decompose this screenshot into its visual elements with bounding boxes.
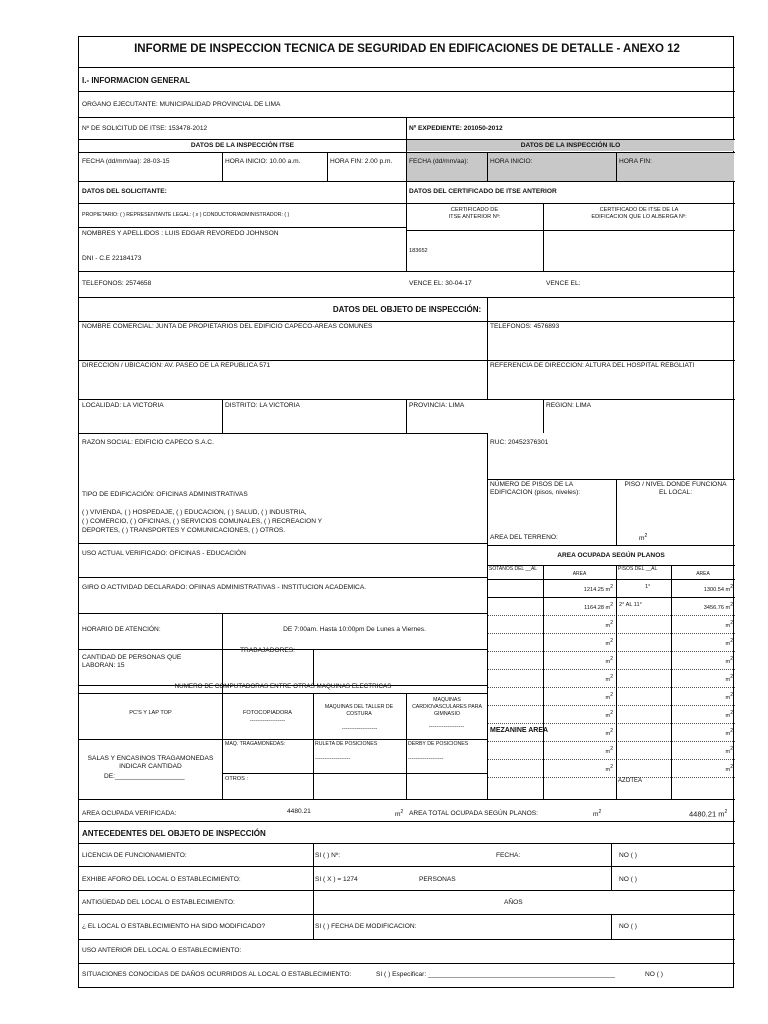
rule	[487, 651, 735, 652]
situaciones-no: NO ( )	[645, 971, 663, 978]
planos-piso-area-cell: 1300.54 $m^2$	[703, 584, 733, 593]
ruleta-dashes: -------------------	[315, 756, 351, 762]
unit-m: m	[605, 730, 611, 737]
area-verificada-label: AREA OCUPADA VERIFICADA:	[82, 810, 177, 817]
planos-sotano-area-cell: $m^2$	[605, 728, 613, 737]
cert-itse-label-2: ITSE ANTERIOR Nº:	[448, 214, 501, 220]
unit-m: m	[639, 535, 645, 543]
uso-actual: USO ACTUAL VERIFICADO: OFICINAS - EDUCACIÓN	[82, 550, 246, 557]
rule	[79, 227, 407, 228]
rule	[79, 152, 735, 153]
planos-sotano-area-value: 1164.28	[584, 604, 604, 611]
planos-piso-area-cell: $m^2$	[725, 764, 733, 773]
rule	[487, 705, 735, 706]
planos-piso-area-cell: $m^2$	[725, 710, 733, 719]
planos-sotano-area-cell: $m^2$	[605, 638, 613, 647]
solicitante-nombres: NOMBRES Y APELLIDOS : LUIS EDGAR REVOREDO JOHNSON	[82, 230, 279, 237]
modificado-no: NO ( )	[619, 923, 637, 930]
unit-m: m	[725, 712, 731, 719]
planos-header-area-1: AREA	[572, 571, 587, 577]
rule	[487, 759, 735, 760]
unit-m: m	[725, 604, 731, 611]
computadoras: NUMERO DE COMPUTADORAS ENTRE OTRAS MAQUINAS ELECTRICAS	[174, 683, 392, 690]
unit-m: m	[605, 586, 611, 593]
rule	[79, 67, 735, 68]
solicitante-telefonos: TELEFONOS: 2574658	[82, 280, 152, 287]
rule	[487, 579, 735, 580]
azotea: AZOTEA	[618, 778, 643, 784]
fecha-ilo: FECHA (dd/mm/aa):	[409, 158, 469, 165]
unit-m: m	[395, 811, 401, 819]
rule	[406, 230, 735, 231]
expediente-number: Nº EXPEDIENTE: 201050-2012	[409, 125, 503, 132]
solicitud-number: Nº DE SOLICITUD DE ITSE: 153478-2012	[82, 125, 208, 132]
cert-vence-2: VENCE EL:	[546, 280, 581, 287]
modificado-si: SI ( ) FECHA DE MODIFICACION:	[315, 923, 417, 930]
cert-number: 183652	[409, 248, 428, 254]
objeto-heading: DATOS DEL OBJETO DE INSPECCIÓN:	[332, 305, 482, 314]
rule	[487, 479, 735, 480]
general-heading: I.- INFORMACION GENERAL	[82, 76, 190, 85]
cantidad-personas: CANTIDAD DE PERSONAS QUE LABORAN: 15	[82, 654, 182, 669]
piso-nivel-label-1: PISO / NIVEL DONDE FUNCIONA	[624, 481, 727, 488]
solicitante-dni: DNI - C.E 22184173	[82, 255, 142, 262]
rule	[487, 545, 735, 546]
rule	[487, 633, 735, 634]
organo-ejecutante: ORGANO EJECUTANTE: MUNICIPALIDAD PROVINCIAL DE LIMA	[82, 101, 281, 108]
area-terreno: AREA DEL TERRENO:	[490, 534, 558, 541]
tipo-options-1: ( ) VIVIENDA, ( ) HOSPEDAJE, ( ) EDUCACION, ( ) SALUD, ( ) INDUSTRIA,	[82, 509, 307, 516]
rule	[79, 543, 487, 544]
planos-sotano-area-cell: 1214.25 $m^2$	[583, 584, 613, 593]
rule	[79, 271, 735, 272]
area-total-unit: $m^2$	[593, 809, 602, 819]
planos-piso-area-cell: $m^2$	[725, 620, 733, 629]
rule	[406, 693, 407, 799]
unit-m: m	[605, 604, 611, 611]
hora-fin-ilo: HORA FIN:	[619, 158, 652, 165]
planos-header-pisos: PISOS DEL __AL	[618, 566, 658, 572]
salas-line-1: SALAS Y ENCASINOS TRAGAMONEDAS	[87, 755, 214, 762]
planos-sotano-area-cell: $m^2$	[605, 656, 613, 665]
cert-itse-label-1: CERTIFICADO DE	[450, 207, 499, 213]
giro: GIRO O ACTIVIDAD DECLARADO: OFIINAS ADMINISTRATIVAS - INSTITUCION ACADEMICA.	[82, 584, 367, 591]
rule	[79, 821, 735, 822]
direccion: DIRECCION / UBICACION: AV. PASEO DE LA REPUBLICA 571	[82, 362, 271, 369]
form-title: INFORME DE INSPECCION TECNICA DE SEGURIDAD EN EDIFICACIONES DE DETALLE - ANEXO 12	[134, 43, 680, 55]
unit-m: m	[725, 676, 731, 683]
planos-header-area-2: AREA	[696, 571, 710, 577]
unit-m2: $m^2$	[639, 533, 648, 543]
rule	[222, 153, 223, 181]
planos-piso-area-cell: $m^2$	[725, 656, 733, 665]
area-total-number: 4480.21	[689, 809, 717, 819]
area-total-value: 4480.21 $m^2$	[689, 809, 728, 819]
derby: DERBY DE POSICIONES	[408, 741, 469, 747]
unit-m: m	[605, 694, 611, 701]
cardio-dashes: -------------------	[428, 724, 465, 730]
insp-itse-header: DATOS DE LA INSPECCIÓN ITSE	[190, 142, 295, 149]
rule	[79, 866, 735, 867]
rule	[222, 399, 223, 433]
hora-fin-itse: HORA FIN: 2.00 p.m.	[330, 158, 393, 165]
insp-ilo-header: DATOS DE LA INSPECCIÓN ILO	[520, 142, 621, 149]
aforo-no: NO ( )	[619, 876, 637, 883]
rule	[543, 399, 544, 433]
planos-piso-area-cell: $m^2$	[725, 746, 733, 755]
planos-sotano-area-cell: $m^2$	[605, 746, 613, 755]
planos-sotano-area-cell: $m^2$	[605, 692, 613, 701]
anos: AÑOS	[504, 899, 523, 906]
rule	[487, 153, 488, 181]
rule	[487, 723, 735, 724]
planos-sotano-area-cell: $m^2$	[605, 764, 613, 773]
cert-edif-label-1: CERTIFICADO DE ITSE DE LA	[599, 207, 679, 213]
unit-m: m	[605, 748, 611, 755]
licencia-no: NO ( )	[619, 852, 637, 859]
salas-line-2: INDICAR CANTIDAD	[119, 763, 182, 770]
rule	[611, 914, 612, 939]
piso-nivel-label-2: EL LOCAL:	[658, 489, 693, 496]
cert-edif-label-2: EDIFICACION QUE LO ALBERGA Nº:	[591, 214, 687, 220]
rule	[79, 321, 735, 322]
licencia-si: SI ( ) Nº:	[315, 852, 341, 859]
planos-sotano-area-cell: $m^2$	[605, 674, 613, 683]
rule	[327, 153, 328, 181]
planos-sotano-area-value: 1214.25	[583, 586, 604, 593]
nombre-comercial: NOMBRE COMERCIAL: JUNTA DE PROPIETARIOS DEL EDIFICIO CAPECO-AREAS COMUNES	[82, 323, 373, 330]
antiguedad-label: ANTIGÜEDAD DEL LOCAL O ESTABLECIMIENTO:	[82, 899, 235, 906]
tipo-options-3: DEPORTES, ( ) TRANSPORTES Y COMUNICACIONES, ( ) OTROS.	[82, 527, 286, 534]
planos-piso-area-cell: $m^2$	[725, 638, 733, 647]
otros: OTROS :	[225, 776, 248, 782]
horario-label: HORARIO DE ATENCIÓN:	[82, 626, 161, 633]
antecedentes-heading: ANTECEDENTES DEL OBJETO DE INSPECCIÓN	[82, 829, 266, 838]
rule	[487, 597, 735, 598]
unit-m: m	[725, 658, 731, 665]
licencia-label: LICENCIA DE FUNCIONAMIENTO:	[82, 852, 187, 859]
derby-dashes: -------------------	[408, 756, 444, 762]
planos-piso-area-cell: $m^2$	[725, 692, 733, 701]
fecha-itse: FECHA (dd/mm/aa): 28-03-15	[82, 158, 170, 165]
tipo-options-2: ( ) COMERCIO, ( ) OFICINAS, ( ) SERVICIOS COMUNALES, ( ) RECREACION Y	[82, 518, 323, 525]
referencia: REFERENCIA DE DIRECCION: ALTURA DEL HOSPITAL REBGLIATI	[490, 362, 695, 369]
planos-piso-area-value: 1300.54	[703, 586, 724, 593]
rule	[222, 773, 487, 774]
pcs: PC'S Y LAP TOP	[129, 710, 172, 716]
hora-inicio-itse: HORA INICIO: 10.00 a.m.	[225, 158, 301, 165]
area-verificada-unit: $m^2$	[395, 809, 404, 819]
rule	[79, 914, 735, 915]
rule	[406, 117, 407, 139]
rule	[79, 693, 487, 694]
rule	[79, 399, 735, 400]
rule	[313, 693, 314, 799]
rule	[79, 360, 735, 361]
objeto-telefonos: TELEFONOS: 4576893	[490, 323, 560, 330]
unit-m: m	[718, 809, 725, 819]
certificado-heading: DATOS DEL CERTIFICADO DE ITSE ANTERIOR	[409, 188, 557, 195]
planos-piso-area-cell: 3456.76 $m^2$	[703, 602, 733, 611]
unit-m: m	[605, 676, 611, 683]
rule	[79, 963, 735, 964]
pisos-label-2: EDIFICACION (pisos, niveles):	[490, 489, 581, 496]
uso-anterior-label: USO ANTERIOR DEL LOCAL O ESTABLECIMIENTO:	[82, 947, 242, 954]
rule	[79, 577, 487, 578]
taller-dashes: -------------------	[341, 726, 378, 732]
rule	[611, 843, 612, 891]
rule	[79, 843, 735, 844]
unit-m: m	[605, 712, 611, 719]
tipo-edificacion: TIPO DE EDIFICACIÓN: OFICINAS ADMINISTRATIVAS	[82, 491, 248, 498]
inspection-form	[78, 36, 734, 988]
aforo-si: SI ( X ) = 1274	[315, 876, 358, 883]
solicitante-roles: PROPIETARIO: ( ) REPRESENTANTE LEGAL: ( x ) CONDUCTOR/ADMINISTRADOR: ( )	[82, 212, 290, 218]
pisos-label-1: NÚMERO DE PISOS DE LA	[490, 481, 574, 488]
rule	[79, 297, 735, 298]
rule	[487, 741, 735, 742]
rule	[313, 843, 314, 939]
cardiovasculares: MAQUINAS CARDIOVASCULARES PARA GIMNASIO	[412, 697, 482, 717]
ruc: RUC: 20452376301	[490, 439, 549, 446]
planos-piso-cell: 1°	[645, 584, 651, 590]
cert-vence-1: VENCE EL: 30-04-17	[409, 280, 472, 287]
unit-m: m	[725, 748, 731, 755]
unit-m: m	[605, 640, 611, 647]
rule	[79, 91, 735, 92]
fotocopiadora: FOTOCOPIADORA	[242, 710, 292, 716]
rule	[222, 685, 223, 799]
rule	[79, 890, 735, 891]
unit-m: m	[725, 730, 731, 737]
rule	[406, 399, 407, 433]
rule	[487, 777, 735, 778]
taller-costura: MAQUINAS DEL TALLER DE COSTURA	[324, 704, 394, 717]
situaciones-label: SITUACIONES CONOCIDAS DE DAÑOS OCURRIDOS AL LOCAL O ESTABLECIMIENTO:	[82, 971, 352, 978]
unit-m: m	[725, 622, 731, 629]
ruleta: RULETA DE POSICIONES	[315, 741, 378, 747]
rule	[487, 669, 735, 670]
unit-m: m	[605, 766, 611, 773]
unit-m: m	[725, 586, 731, 593]
planos-piso-area-cell: $m^2$	[725, 674, 733, 683]
rule	[79, 181, 735, 182]
planos-piso-cell: 2° AL 11°	[619, 602, 642, 608]
localidad: LOCALIDAD: LA VICTORIA	[82, 402, 164, 409]
area-total-label: AREA TOTAL OCUPADA SEGÚN PLANOS:	[409, 810, 538, 817]
unit-m: m	[725, 640, 731, 647]
unit-m: m	[605, 622, 611, 629]
horario-value: DE 7:00am. Hasta 10:00pm De Lunes a Viernes.	[283, 626, 426, 633]
unit-m: m	[725, 694, 731, 701]
provincia: PROVINCIA: LIMA	[409, 402, 465, 409]
distrito: DISTRITO: LA VICTORIA	[225, 402, 300, 409]
area-verificada-value: 4480.21	[287, 808, 311, 815]
modificado-label: ¿ EL LOCAL O ESTABLECIMIENTO HA SIDO MODIFICADO?	[82, 923, 266, 930]
rule	[406, 139, 407, 271]
trabajadores: TRABAJADORES:	[240, 647, 295, 654]
rule	[79, 433, 487, 434]
planos-header-sotanos: SOTANOS DEL __AL	[489, 566, 538, 572]
maq-tragamonedas: MAQ. TRAGAMONEDAS:	[225, 741, 286, 747]
aforo-label: EXHIBE AFORO DEL LOCAL O ESTABLECIMIENTO:	[82, 876, 241, 883]
planos-piso-area-value: 3456.76	[703, 604, 724, 611]
fotocopiadora-dashes: -------------------	[249, 718, 286, 724]
planos-sotano-area-cell: $m^2$	[605, 620, 613, 629]
area-ocupada-heading: AREA OCUPADA SEGÚN PLANOS	[557, 552, 665, 559]
unit-m: m	[725, 766, 731, 773]
rule	[487, 687, 735, 688]
rule	[79, 203, 735, 204]
mezanine: MEZANINE AREA	[490, 727, 549, 734]
situaciones-si: SI ( ) Especificar: ___________________________________________________	[376, 971, 616, 978]
salas-line-3: DE:___________________	[104, 773, 185, 780]
rule	[79, 939, 735, 940]
region: REGION: LIMA	[546, 402, 592, 409]
unit-m: m	[593, 811, 599, 819]
rule	[487, 615, 735, 616]
planos-sotano-area-cell: $m^2$	[605, 710, 613, 719]
rule	[79, 799, 735, 800]
planos-sotano-area-cell: 1164.28 $m^2$	[584, 602, 613, 611]
rule	[616, 565, 617, 799]
solicitante-heading: DATOS DEL SOLICITANTE:	[82, 188, 167, 195]
rule	[79, 613, 487, 614]
rule	[616, 153, 617, 181]
aforo-personas: PERSONAS	[419, 876, 456, 883]
rule	[79, 117, 735, 118]
rule	[79, 139, 735, 140]
licencia-fecha: FECHA:	[496, 852, 521, 859]
planos-piso-area-cell: $m^2$	[725, 728, 733, 737]
hora-inicio-ilo: HORA INICIO:	[490, 158, 533, 165]
rule	[313, 649, 314, 685]
rule	[487, 433, 488, 799]
unit-m: m	[605, 658, 611, 665]
razon-social: RAZON SOCIAL: EDIFICIO CAPECO S.A.C.	[82, 439, 214, 446]
